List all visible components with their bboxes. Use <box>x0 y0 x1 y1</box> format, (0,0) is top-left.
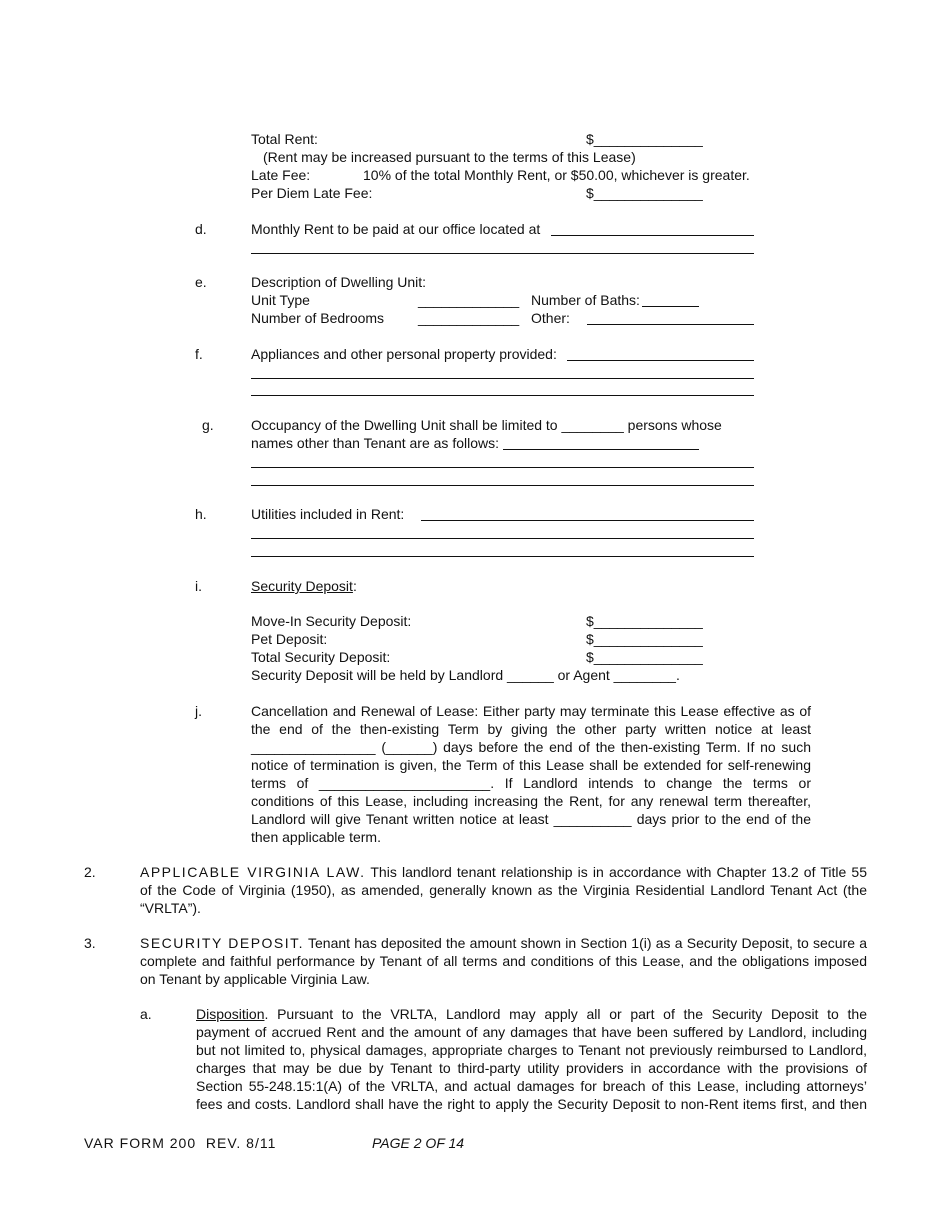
pet-deposit-field[interactable]: $______________ <box>586 631 703 647</box>
item-f-letter: f. <box>195 346 203 362</box>
occupants-line-1[interactable] <box>503 449 699 450</box>
section-3-paragraph <box>140 934 867 988</box>
move-in-deposit-label: Move-In Security Deposit: <box>251 613 412 629</box>
paragraph-line <box>140 863 867 881</box>
utilities-line-1[interactable] <box>421 520 754 521</box>
appliances-line-2[interactable] <box>251 378 754 379</box>
other-label: Other: <box>531 310 570 326</box>
footer-page-number: PAGE 2 OF 14 <box>372 1135 465 1151</box>
paragraph-line: fees and costs. Landlord shall have the right to apply the Security Deposit to non-Rent items first, and then <box>196 1096 867 1112</box>
disposition-paragraph <box>196 1005 867 1113</box>
section-3a-letter: a. <box>140 1006 152 1022</box>
appliances-line-3[interactable] <box>251 395 754 396</box>
disposition-heading: Disposition <box>196 1006 265 1022</box>
unit-type-label: Unit Type <box>251 292 310 308</box>
appliances-line-1[interactable] <box>567 360 754 361</box>
section-2-line-1: This landlord tenant relationship is in accordance with Chapter 13.2 of Title 55 <box>370 864 867 880</box>
section-3-line-1: Tenant has deposited the amount shown in Section 1(i) as a Security Deposit, to secure a <box>308 935 868 951</box>
security-deposit-heading-text: Security Deposit <box>251 578 353 594</box>
paragraph-line: notice of termination is given, the Term of this Lease shall be extended for self-renewing <box>251 757 811 773</box>
footer-form-revision: VAR FORM 200 REV. 8/11 <box>84 1135 277 1151</box>
bedrooms-field[interactable]: _____________ <box>418 310 520 326</box>
section-2-heading: APPLICABLE VIRGINIA LAW. <box>140 864 366 880</box>
per-diem-field[interactable]: $______________ <box>586 185 703 201</box>
paragraph-line: payment of accrued Rent and the amount of any damages that have been suffered by Landlord, including <box>196 1024 867 1040</box>
total-deposit-label: Total Security Deposit: <box>251 649 391 665</box>
paragraph-line: the end of the then-existing Term by giving the other party written notice at least <box>251 721 811 737</box>
security-deposit-heading <box>251 577 357 595</box>
paragraph-line: complete and faithful performance by Tenant of all terms and conditions of this Lease, and the obligations imposed <box>140 953 867 969</box>
item-j-letter: j. <box>195 703 202 719</box>
total-rent-field[interactable]: $______________ <box>586 131 703 147</box>
item-d-text: Monthly Rent to be paid at our office located at <box>251 221 541 237</box>
paragraph-line: of the Code of Virginia (1950), as amended, generally known as the Virginia Residential Landlord Tenant Act (the <box>140 882 867 898</box>
total-rent-label: Total Rent: <box>251 131 318 147</box>
item-e-heading: Description of Dwelling Unit: <box>251 274 427 290</box>
paragraph-line: “VRLTA”). <box>140 900 201 916</box>
item-g-letter: g. <box>202 417 214 433</box>
paragraph-line: conditions of this Lease, including increasing the Rent, for any renewal term thereafter, <box>251 793 811 809</box>
paragraph-line: on Tenant by applicable Virginia Law. <box>140 971 370 987</box>
section-3-heading: SECURITY DEPOSIT. <box>140 935 305 951</box>
late-fee-label: Late Fee: <box>251 167 311 183</box>
office-address-line-1[interactable] <box>551 235 754 236</box>
utilities-line-3[interactable] <box>251 556 754 557</box>
unit-type-field[interactable]: _____________ <box>418 292 520 308</box>
rent-increase-note: (Rent may be increased pursuant to the terms of this Lease) <box>263 149 636 165</box>
baths-field[interactable] <box>642 306 699 307</box>
occupants-line-3[interactable] <box>251 485 754 486</box>
occupants-line-2[interactable] <box>251 467 754 468</box>
paragraph-line <box>196 1005 867 1023</box>
per-diem-label: Per Diem Late Fee: <box>251 185 373 201</box>
section-3-number: 3. <box>84 935 96 951</box>
item-i-letter: i. <box>195 578 202 594</box>
paragraph-line: Landlord will give Tenant written notice at least __________ days prior to the end of the <box>251 811 811 827</box>
item-h-text: Utilities included in Rent: <box>251 506 405 522</box>
office-address-line-2[interactable] <box>251 253 754 254</box>
paragraph-line: ________________ (______) days before the end of the then-existing Term. If no such <box>251 739 811 755</box>
section-2-paragraph <box>140 863 867 917</box>
security-deposit-heading-colon: : <box>352 578 357 594</box>
paragraph-line: charges that may be due by Tenant to third-party utility providers in accordance with the provisions of <box>196 1060 867 1076</box>
section-2-number: 2. <box>84 864 96 880</box>
item-d-letter: d. <box>195 221 207 237</box>
item-g-line-1: Occupancy of the Dwelling Unit shall be limited to ________ persons whose <box>251 417 722 433</box>
move-in-deposit-field[interactable]: $______________ <box>586 613 703 629</box>
cancellation-renewal-paragraph <box>251 702 811 846</box>
pet-deposit-label: Pet Deposit: <box>251 631 328 647</box>
paragraph-line: Section 55-248.15:1(A) of the VRLTA, and actual damages for breach of this Lease, including attorneys’ <box>196 1078 867 1094</box>
paragraph-line <box>140 934 867 952</box>
paragraph-line: Cancellation and Renewal of Lease: Either party may terminate this Lease effective as of <box>251 703 811 719</box>
paragraph-line: terms of ______________________. If Landlord intends to change the terms or <box>251 775 811 791</box>
utilities-line-2[interactable] <box>251 538 754 539</box>
paragraph-line: then applicable term. <box>251 829 381 845</box>
late-fee-text: 10% of the total Monthly Rent, or $50.00, whichever is greater. <box>363 167 750 183</box>
disposition-line-1: . Pursuant to the VRLTA, Landlord may apply all or part of the Security Deposit to the <box>264 1006 867 1022</box>
item-g-line-2: names other than Tenant are as follows: <box>251 435 500 451</box>
deposit-held-by[interactable]: Security Deposit will be held by Landlord ______ or Agent ________. <box>251 667 680 683</box>
baths-label: Number of Baths: <box>531 292 640 308</box>
total-deposit-field[interactable]: $______________ <box>586 649 703 665</box>
item-h-letter: h. <box>195 506 207 522</box>
other-field[interactable] <box>587 324 754 325</box>
bedrooms-label: Number of Bedrooms <box>251 310 385 326</box>
item-e-letter: e. <box>195 274 207 290</box>
item-f-text: Appliances and other personal property provided: <box>251 346 557 362</box>
paragraph-line: but not limited to, physical damages, appropriate charges to Tenant not previously reimbursed to Landlord, <box>196 1042 867 1058</box>
